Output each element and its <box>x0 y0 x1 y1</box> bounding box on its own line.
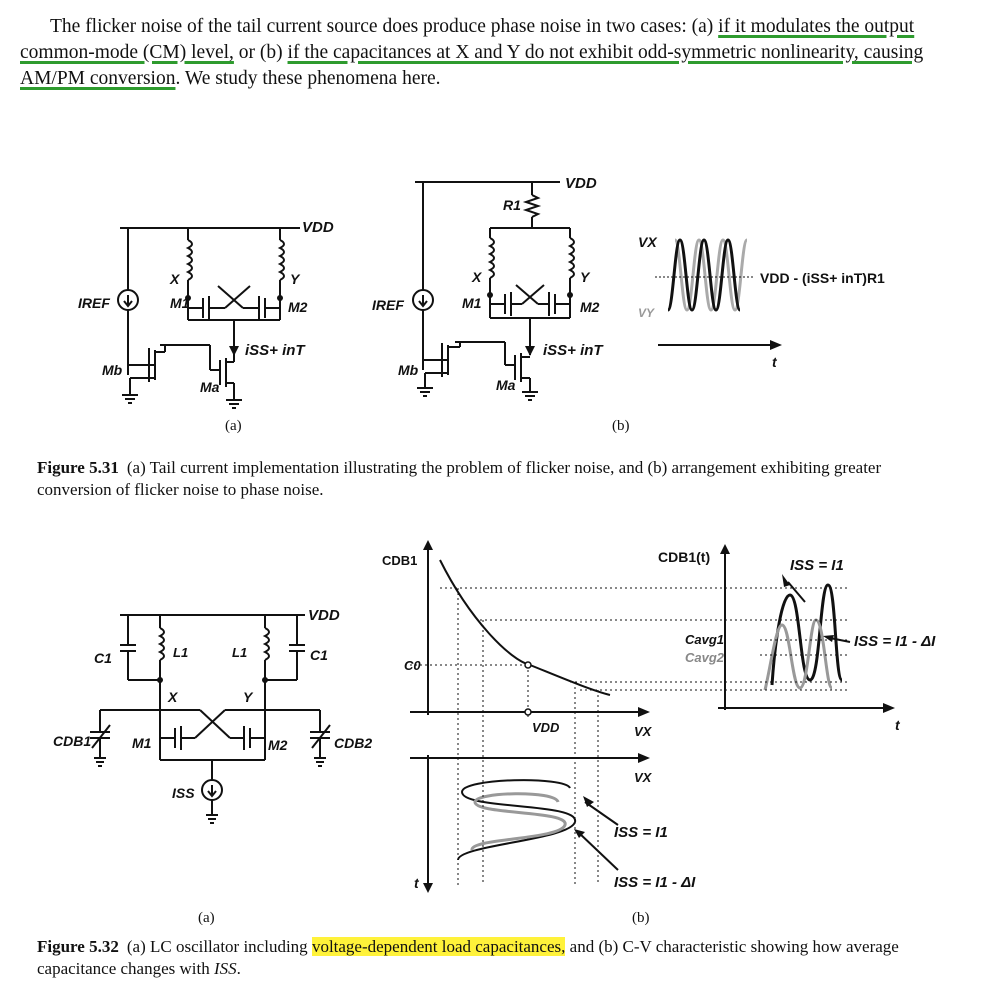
cdb1-label-532: CDB1 <box>53 733 92 749</box>
l1-left-label: L1 <box>173 645 189 660</box>
ma-label: Ma <box>200 379 220 395</box>
graph-c0-label: C0 <box>404 658 421 673</box>
fig532-caption-number: Figure 5.32 <box>37 937 119 956</box>
m1-label: M1 <box>170 295 190 311</box>
cdb2-label-532: CDB2 <box>334 735 373 751</box>
node-y-label-b: Y <box>580 269 590 285</box>
ma-label-b: Ma <box>496 377 516 393</box>
fig531-circuit-b <box>360 170 620 410</box>
fig531-circuit-a <box>60 200 360 430</box>
c1-right-label: C1 <box>310 647 328 663</box>
wave-vx-label: VX <box>638 234 657 250</box>
m2-label-532: M2 <box>268 737 288 753</box>
tail-current-label: iSS+ inT <box>245 342 305 359</box>
fig532-caption-var: ISS <box>214 959 237 978</box>
m2-label-b: M2 <box>580 299 600 315</box>
node-y-label-532: Y <box>243 689 253 705</box>
right-t-label: t <box>895 717 900 733</box>
body-paragraph <box>20 14 952 92</box>
graph-vx2-label: VX <box>634 770 652 785</box>
r1-label: R1 <box>503 197 521 213</box>
node-y-label: Y <box>290 271 300 287</box>
fig532-circuit-a <box>50 600 390 840</box>
fig532-sublabel-a: (a) <box>198 910 215 926</box>
graph-vx-label: VX <box>634 724 652 739</box>
right-ylabel: CDB1(t) <box>658 549 711 565</box>
fig531-sublabel-b: (b) <box>612 418 630 434</box>
fig532-caption-highlight: voltage-dependent load capacitances, <box>311 937 566 956</box>
highlight-case-b: if the capacitances at X and Y do not exhibit odd-symmetric nonlinearity, causing AM/PM conversion <box>20 42 924 89</box>
fig531-caption-number: Figure 5.31 <box>37 458 119 477</box>
fig531-sublabel-a: (a) <box>225 418 242 434</box>
highlight-case-a: if it modulates the output common-mode (CM) level, <box>20 16 915 63</box>
cavg1-label: Cavg1 <box>685 632 725 647</box>
iss-label-532: ISS <box>172 785 195 801</box>
l1-right-label: L1 <box>232 645 248 660</box>
fig531-caption-text: (a) Tail current implementation illustrating the problem of flicker noise, and (b) arrangement exhibiting greater conversion of flicker noise to phase noise. <box>37 458 882 499</box>
vdd-label-532: VDD <box>308 607 340 624</box>
fig532-caption-pre: (a) LC oscillator including <box>126 937 308 956</box>
vdd-label: VDD <box>302 219 334 236</box>
fig531-waveform <box>630 225 920 370</box>
c1-left-label: C1 <box>94 650 112 666</box>
cavg2-label: Cavg2 <box>685 650 725 665</box>
graph-iss1-label: ISS = I1 <box>614 824 668 841</box>
paragraph-lead: The flicker noise of the tail current source does produce phase noise in two cases: (a) <box>50 16 714 37</box>
wave-vy-label: VY <box>638 306 655 320</box>
iref-label-b: IREF <box>372 297 404 313</box>
fig532-caption-post: and (b) C-V characteristic showing how average capacitance changes with <box>37 937 899 978</box>
mb-label: Mb <box>102 362 123 378</box>
graph-ylabel: CDB1 <box>382 553 418 568</box>
paragraph-tail: . We study these phenomena here. <box>175 68 441 89</box>
iref-label: IREF <box>78 295 110 311</box>
vdd-label-b: VDD <box>565 175 597 192</box>
graph-iss2-label: ISS = I1 - ΔI <box>614 874 696 891</box>
mb-label-b: Mb <box>398 362 419 378</box>
graph-t-label: t <box>414 875 419 891</box>
wave-t-label: t <box>772 354 777 370</box>
right-iss1-label: ISS = I1 <box>790 557 844 574</box>
m1-label-b: M1 <box>462 295 482 311</box>
fig532-caption: Figure 5.32 (a) LC oscillator including voltage-dependent load capacitances, and (b) C-V characteristic showing how average capacitance changes with ISS. <box>37 937 899 978</box>
right-iss2-label: ISS = I1 - ΔI <box>854 633 936 650</box>
node-x-label-532: X <box>168 689 178 705</box>
node-x-label: X <box>170 271 180 287</box>
fig531-caption <box>37 457 957 501</box>
graph-vdd-label: VDD <box>532 720 560 735</box>
node-x-label-b: X <box>472 269 482 285</box>
wave-level-label: VDD - (iSS+ inT)R1 <box>760 270 885 286</box>
tail-current-label-b: iSS+ inT <box>543 342 603 359</box>
paragraph-mid: or (b) <box>238 42 283 63</box>
m2-label: M2 <box>288 299 308 315</box>
m1-label-532: M1 <box>132 735 152 751</box>
fig532-sublabel-b: (b) <box>632 910 650 926</box>
fig532-cv-graph <box>380 540 940 910</box>
